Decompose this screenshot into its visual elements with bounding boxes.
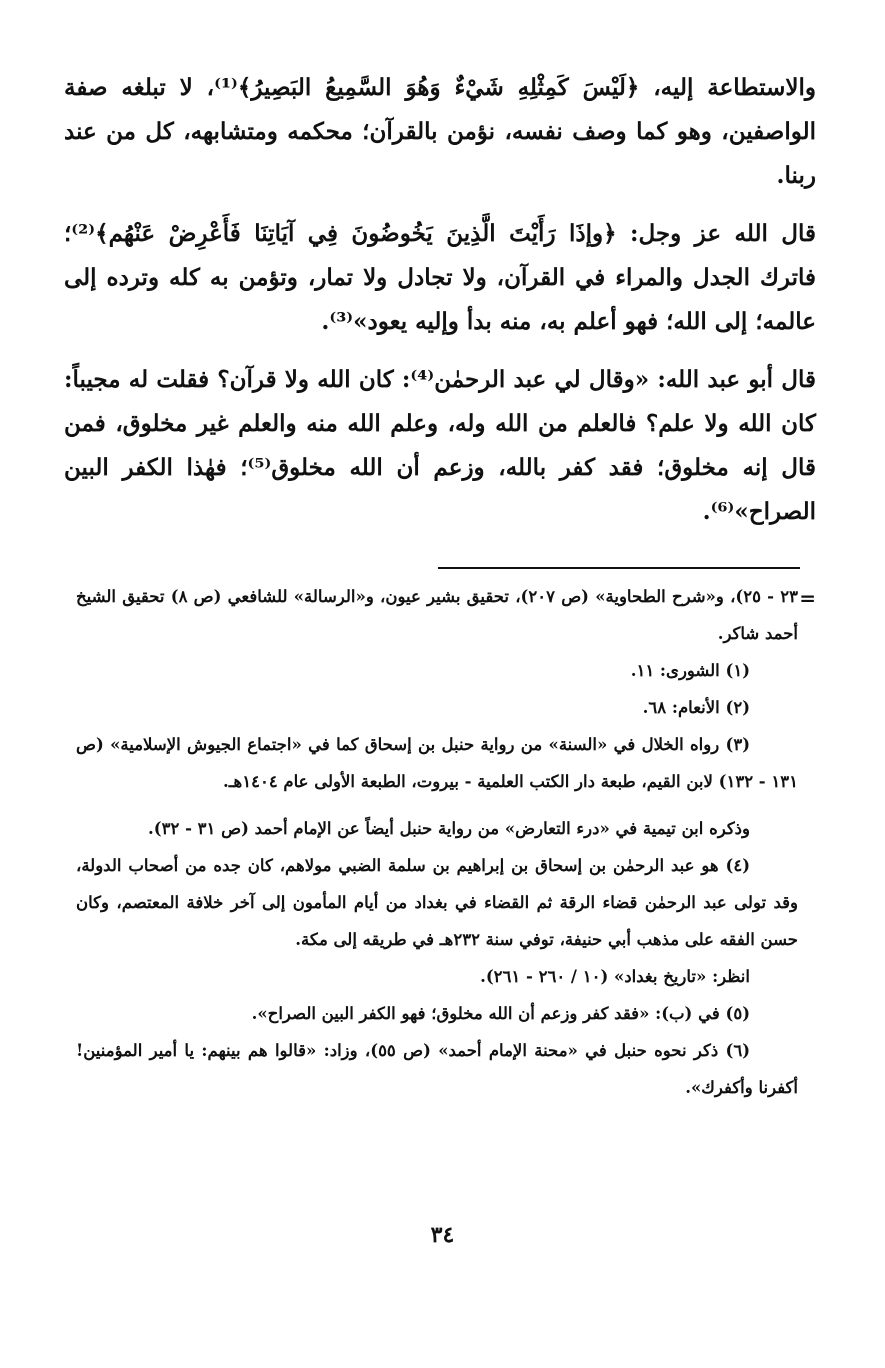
footnote-divider	[438, 567, 800, 569]
footnote-5: (٥) في (ب): «فقد كفر وزعم أن الله مخلوق؛ فهو الكفر البين الصراح».	[251, 1004, 750, 1023]
main-paragraph-3: قال أبو عبد الله: «وقال لي عبد الرحمٰن⁽⁴⁾: كان الله ولا قرآن؟ فقلت له مجيباً: كان الله ولا علم؟ فالعلم من الله وله، وعلم الله منه والعلم غير مخلوق، فمن قال إنه مخلوق؛ فقد كفر بالله، وزعم أن الله مخلوق⁽⁵⁾؛ فهٰذا الكفر البين الصراح»⁽⁶⁾.	[64, 366, 816, 525]
footnote-continuation: ٢٣ - ٢٥)، و«شرح الطحاوية» (ص ٢٠٧)، تحقيق بشير عيون، و«الرسالة» للشافعي (ص ٨) تحقيق الشيخ أحمد شاكر.	[76, 587, 798, 643]
main-paragraph-1: والاستطاعة إليه، ﴿لَيْسَ كَمِثْلِهِ شَيْءٌ وَهُوَ السَّمِيعُ البَصِيرُ﴾⁽¹⁾، لا تبلغه صفة الواصفين، وهو كما وصف نفسه، نؤمن بالقرآن؛ محكمه ومتشابهه، كل من عند ربنا.	[64, 74, 817, 189]
main-text	[64, 66, 816, 548]
footnote-4: (٤) هو عبد الرحمٰن بن إسحاق بن إبراهيم بن سلمة الضبي مولاهم، كان جده من أصحاب الدولة، وقد تولى عبد الرحمٰن قضاء الرقة ثم القضاء في بغداد من أيام المأمون إلى آخر خلافة المعتصم، وكان حسن الفقه على مذهب أبي حنيفة، توفي سنة ٢٣٢هـ في طريقه إلى مكة.	[76, 856, 798, 949]
footnote-3: (٣) رواه الخلال في «السنة» من رواية حنبل بن إسحاق كما في «اجتماع الجيوش الإسلامية» (ص ١٣١ - ١٣٢) لابن القيم، طبعة دار الكتب العلمية - بيروت، الطبعة الأولى عام ١٤٠٤هـ.	[76, 735, 798, 791]
footnote-6: (٦) ذكر نحوه حنبل في «محنة الإمام أحمد» (ص ٥٥)، وزاد: «قالوا هم بينهم: يا أمير المؤمنين! أكفرنا وأكفرك».	[76, 1041, 798, 1097]
main-paragraph-2: قال الله عز وجل: ﴿وإذَا رَأَيْتَ الَّذِينَ يَخُوضُونَ فِي آيَاتِنَا فَأَعْرِضْ عَنْهُم﴾⁽²⁾؛ فاترك الجدل والمراء في القرآن، ولا تجادل ولا تمار، وتؤمن به كله وترده إلى عالمه؛ إلى الله؛ فهو أعلم به، منه بدأ وإليه يعود»⁽³⁾.	[64, 220, 816, 335]
page-number: ٣٤	[430, 1222, 455, 1248]
footnote-continuation-mark: =	[799, 586, 816, 610]
footnote-2: (٢) الأنعام: ٦٨.	[642, 698, 750, 717]
footnote-1: (١) الشورى: ١١.	[630, 661, 750, 680]
footnotes	[76, 578, 798, 1106]
footnote-3-note: وذكره ابن تيمية في «درء التعارض» من رواية حنبل أيضاً عن الإمام أحمد (ص ٣١ - ٣٢).	[148, 819, 750, 838]
footnote-4-note: انظر: «تاريخ بغداد» (١٠ / ٢٦٠ - ٢٦١).	[480, 967, 750, 986]
